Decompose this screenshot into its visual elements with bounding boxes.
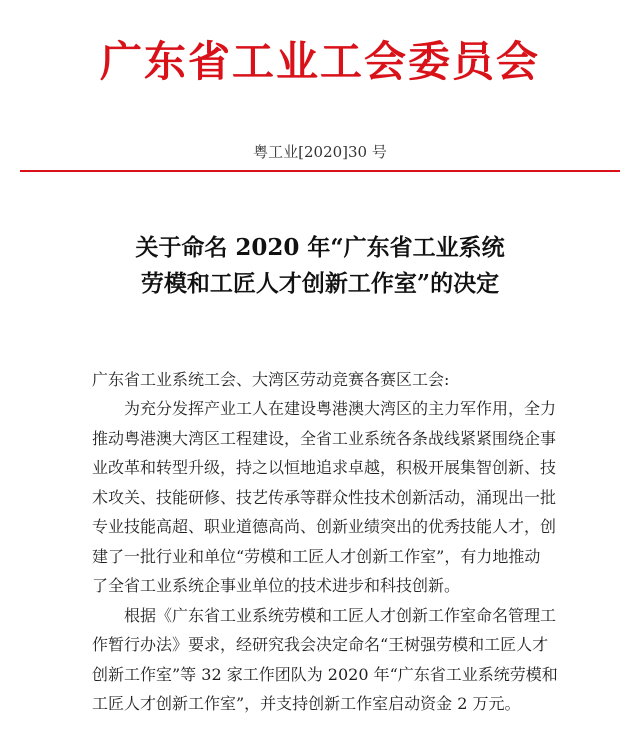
body-line: 创新工作室”等 32 家工作团队为 2020 年“广东省工业系统劳模和 bbox=[92, 664, 558, 684]
body-line: 建了一批行业和单位“劳模和工匠人才创新工作室”，有力地推动 bbox=[92, 546, 541, 566]
document-number: 粤工业[2020]30 号 bbox=[253, 143, 387, 161]
title-line-2: 劳模和工匠人才创新工作室”的决定 bbox=[140, 270, 500, 297]
body-line: 推动粤港澳大湾区工程建设，全省工业系统各条战线紧紧围绕企事 bbox=[92, 428, 557, 448]
salutation: 广东省工业系统工会、大湾区劳动竞赛各赛区工会: bbox=[92, 370, 450, 389]
body-line: 为充分发挥产业工人在建设粤港澳大湾区的主力军作用，全力 bbox=[124, 399, 557, 418]
title-line-1: 关于命名 2020 年“广东省工业系统 bbox=[135, 234, 505, 261]
body-text bbox=[92, 394, 612, 719]
body-line: 专业技能高超、职业道德高尚、创新业绩突出的优秀技能人才，创 bbox=[92, 517, 557, 536]
document-title bbox=[0, 230, 640, 302]
body-line: 术攻关、技能研修、技艺传承等群众性技术创新活动，涌现出一批 bbox=[92, 487, 557, 507]
org-title: 广东省工业工会委员会 bbox=[99, 37, 540, 86]
red-divider bbox=[20, 170, 620, 172]
body-line: 业改革和转型升级，持之以恒地追求卓越，积极开展集智创新、技 bbox=[92, 458, 557, 477]
body-line: 了全省工业系统企事业单位的技术进步和科技创新。 bbox=[92, 576, 461, 595]
body-line: 作暂行办法》要求，经研究我会决定命名“王树强劳模和工匠人才 bbox=[92, 635, 549, 654]
body-line: 根据《广东省工业系统劳模和工匠人才创新工作室命名管理工 bbox=[124, 605, 557, 625]
body-line: 工匠人才创新工作室”，并支持创新工作室启动资金 2 万元。 bbox=[92, 694, 521, 713]
